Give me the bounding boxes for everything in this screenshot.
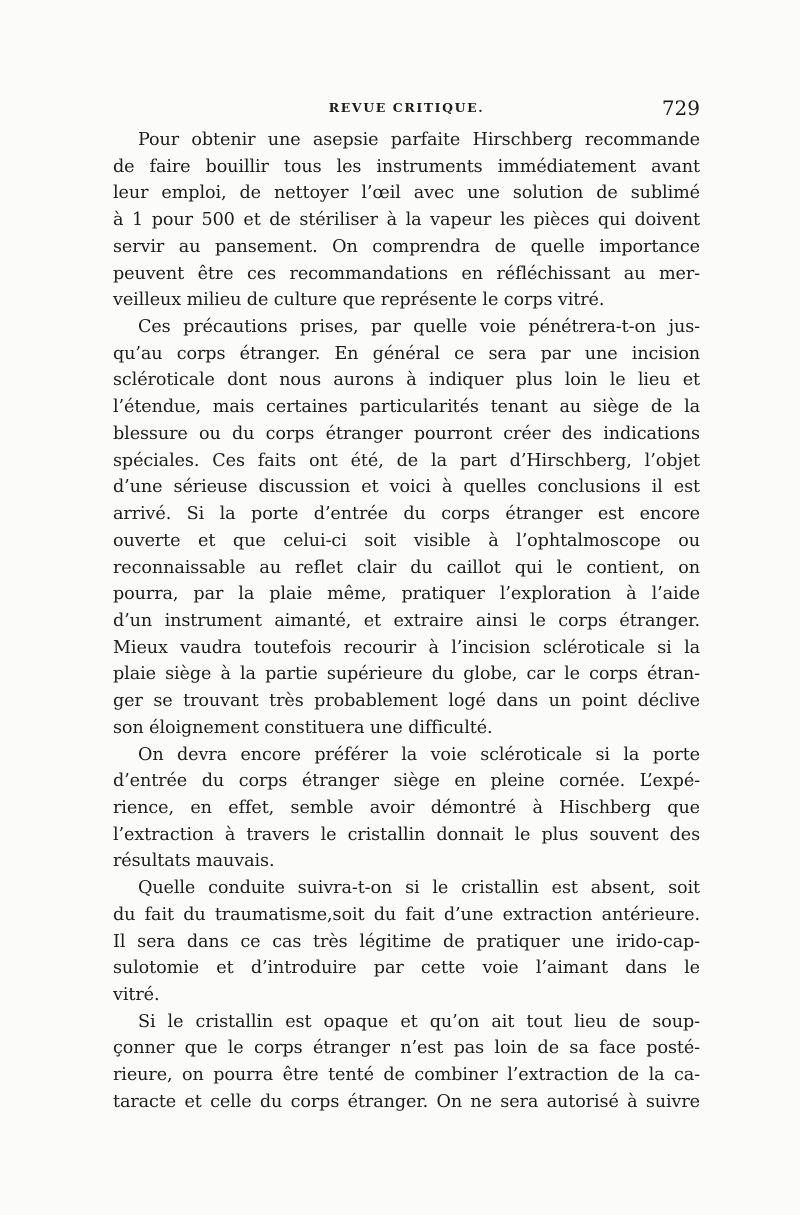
text-line: résultats mauvais.: [113, 851, 275, 872]
text-line: arrivé. Si la porte d’entrée du corps étranger est encore: [113, 504, 700, 525]
text-line: scléroticale dont nous aurons à indiquer plus loin le lieu et: [113, 370, 700, 391]
text-line: d’un instrument aimanté, et extraire ainsi le corps étranger.: [113, 610, 700, 631]
running-title: REVUE CRITIQUE.: [328, 100, 485, 115]
body-text: [113, 127, 700, 1116]
text-line: plaie siège à la partie supérieure du globe, car le corps étran-: [113, 664, 700, 685]
text-line: Mieux vaudra toutefois recourir à l’incision scléroticale si la: [113, 637, 700, 658]
text-line: rieure, on pourra être tenté de combiner l’extraction de la ca-: [113, 1065, 700, 1086]
text-line: sulotomie et d’introduire par cette voie l’aimant dans le: [113, 958, 700, 979]
text-line: d’une sérieuse discussion et voici à quelles conclusions il est: [113, 477, 700, 498]
text-line: l’étendue, mais certaines particularités tenant au siège de la: [113, 397, 700, 418]
text-line: veilleux milieu de culture que représente le corps vitré.: [113, 290, 605, 311]
text-line: spéciales. Ces faits ont été, de la part d’Hirschberg, l’objet: [113, 450, 700, 471]
text-line: taracte et celle du corps étranger. On ne sera autorisé à suivre: [113, 1091, 700, 1112]
text-line: rience, en effet, semble avoir démontré à Hischberg que: [113, 797, 700, 818]
text-line: çonner que le corps étranger n’est pas loin de sa face posté-: [113, 1038, 700, 1059]
text-line: Il sera dans ce cas très légitime de pratiquer une irido-cap-: [113, 931, 700, 952]
text-line: peuvent être ces recommandations en réfléchissant au mer-: [113, 263, 700, 284]
text-line: pourra, par la plaie même, pratiquer l’exploration à l’aide: [113, 584, 700, 605]
text-line: du fait du traumatisme,soit du fait d’une extraction antérieure.: [113, 904, 700, 925]
text-line: Ces précautions prises, par quelle voie pénétrera-t-on jus-: [138, 317, 700, 338]
text-line: ouverte et que celui-ci soit visible à l’ophtalmoscope ou: [113, 530, 700, 551]
page-header: [113, 96, 700, 124]
text-line: reconnaissable au reflet clair du caillot qui le contient, on: [113, 557, 700, 578]
text-line: qu’au corps étranger. En général ce sera par une incision: [113, 343, 700, 364]
text-line: de faire bouillir tous les instruments immédiatement avant: [113, 156, 700, 177]
text-line: à 1 pour 500 et de stériliser à la vapeur les pièces qui doivent: [113, 210, 700, 231]
text-line: ger se trouvant très probablement logé dans un point déclive: [113, 691, 700, 712]
page-number: 729: [661, 96, 700, 120]
text-line: son éloignement constituera une difficulté.: [113, 717, 493, 738]
text-line: d’entrée du corps étranger siège en pleine cornée. L’expé-: [113, 771, 700, 792]
text-line: Pour obtenir une asepsie parfaite Hirschberg recommande: [138, 130, 700, 150]
text-line: l’extraction à travers le cristallin donnait le plus souvent des: [113, 824, 700, 845]
text-line: blessure ou du corps étranger pourront créer des indications: [113, 423, 700, 444]
text-line: On devra encore préférer la voie scléroticale si la porte: [138, 744, 700, 765]
text-line: leur emploi, de nettoyer l’œil avec une solution de sublimé: [113, 183, 700, 204]
text-line: servir au pansement. On comprendra de quelle importance: [113, 236, 700, 257]
text-line: vitré.: [113, 985, 160, 1005]
text-line: Quelle conduite suivra-t-on si le cristallin est absent, soit: [138, 878, 700, 899]
text-line: Si le cristallin est opaque et qu’on ait tout lieu de soup-: [138, 1011, 700, 1032]
